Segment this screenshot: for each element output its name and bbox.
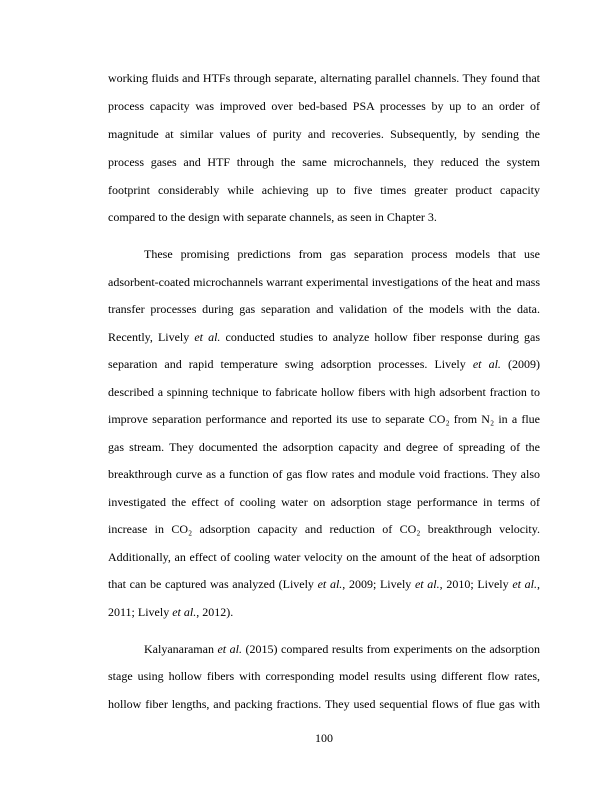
paragraph-2-line-5: separation and rapid temperature swing adsorption processes. Lively et al. (2009): [108, 357, 541, 371]
paragraph-1-line-6: compared to the design with separate channels, as seen in Chapter 3.: [108, 210, 437, 224]
page-number: 100: [315, 731, 333, 745]
paragraph-1-line-2: process capacity was improved over bed-based PSA processes by up to an order of: [108, 99, 540, 113]
paragraph-1-line-1: working fluids and HTFs through separate, alternating parallel channels. They found that: [108, 71, 540, 85]
paragraph-2-line-14: 2011; Lively et al., 2012).: [108, 605, 234, 619]
document-page: [108, 0, 540, 792]
paragraph-2-line-11: increase in CO₂ adsorption capacity and reduction of CO₂ breakthrough velocity.: [108, 522, 540, 536]
paragraph-3-line-3: hollow fiber lengths, and packing fractions. They used sequential flows of flue gas with: [108, 697, 540, 711]
paragraph-2-line-7: improve separation performance and reported its use to separate CO₂ from N₂ in a flue: [108, 412, 540, 426]
paragraph-2-line-2: adsorbent-coated microchannels warrant experimental investigations of the heat and mass: [108, 275, 540, 289]
paragraph-2-line-13: that can be captured was analyzed (Lively et al., 2009; Lively et al., 2010; Lively et al.,: [108, 577, 540, 591]
paragraph-3-line-1: Kalyanaraman et al. (2015) compared results from experiments on the adsorption: [144, 642, 540, 656]
paragraph-2-line-6: described a spinning technique to fabricate hollow fibers with high adsorbent fraction to: [108, 385, 540, 399]
paragraph-2-line-3: transfer processes during gas separation and validation of the models with the data.: [108, 302, 540, 316]
paragraph-2-line-12: Additionally, an effect of cooling water velocity on the amount of the heat of adsorption: [108, 550, 540, 564]
paragraph-2-line-9: breakthrough curve as a function of gas flow rates and module void fractions. They also: [108, 467, 540, 481]
paragraph-3-line-2: stage using hollow fibers with corresponding model results using different flow rates,: [108, 669, 540, 683]
paragraph-1-line-3: magnitude at similar values of purity and recoveries. Subsequently, by sending the: [108, 127, 540, 141]
paragraph-2-line-1: These promising predictions from gas separation process models that use: [144, 247, 540, 261]
paragraph-2-line-4: Recently, Lively et al. conducted studies to analyze hollow fiber response during gas: [108, 330, 540, 344]
paragraph-1-line-4: process gases and HTF through the same microchannels, they reduced the system: [108, 155, 540, 169]
paragraph-1-line-5: footprint considerably while achieving up to five times greater product capacity: [108, 183, 540, 197]
paragraph-2-line-10: investigated the effect of cooling water on adsorption stage performance in terms of: [108, 495, 540, 509]
paragraph-2-line-8: gas stream. They documented the adsorption capacity and degree of spreading of the: [108, 440, 540, 454]
